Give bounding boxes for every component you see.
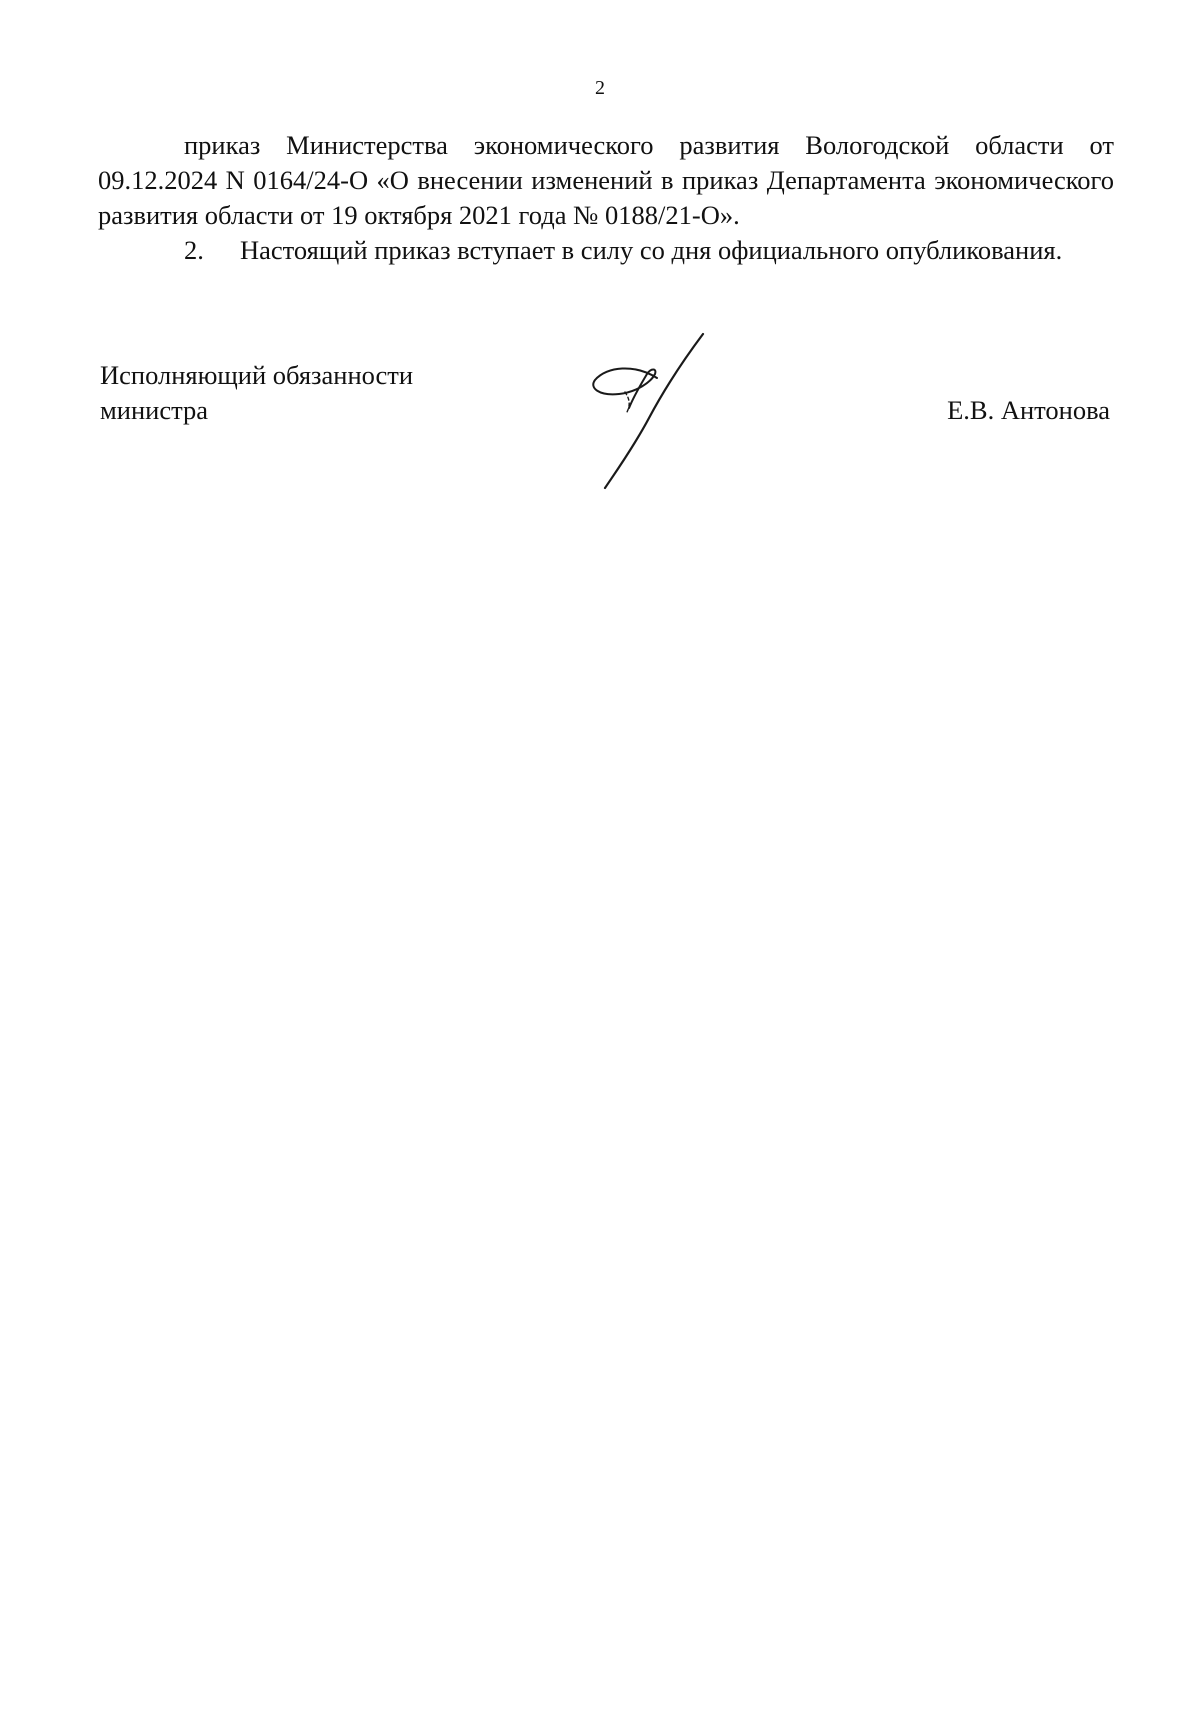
signer-name: Е.В. Антонова — [947, 395, 1110, 425]
signer-position — [100, 358, 413, 428]
signer-position-line-1: Исполняющий обязанности — [100, 360, 414, 390]
item-number: 2. — [184, 235, 204, 265]
document-body — [98, 128, 1114, 268]
signer-position-line-2: министра — [100, 395, 208, 425]
paragraph-item-2 — [98, 233, 1114, 268]
paragraph-continuation: приказ Министерства экономического развития Вологодской области от 09.12.2024 N 0164/24-О «О внесении изменений в приказ Департамента экономического развития области от 19 октября 2021 года № 0188/21-О». — [98, 130, 1114, 230]
handwritten-signature — [585, 328, 725, 493]
item-2-text: Настоящий приказ вступает в силу со дня официального опубликования. — [240, 235, 1063, 265]
signature-drawing — [585, 328, 725, 493]
page-number: 2 — [595, 77, 605, 99]
